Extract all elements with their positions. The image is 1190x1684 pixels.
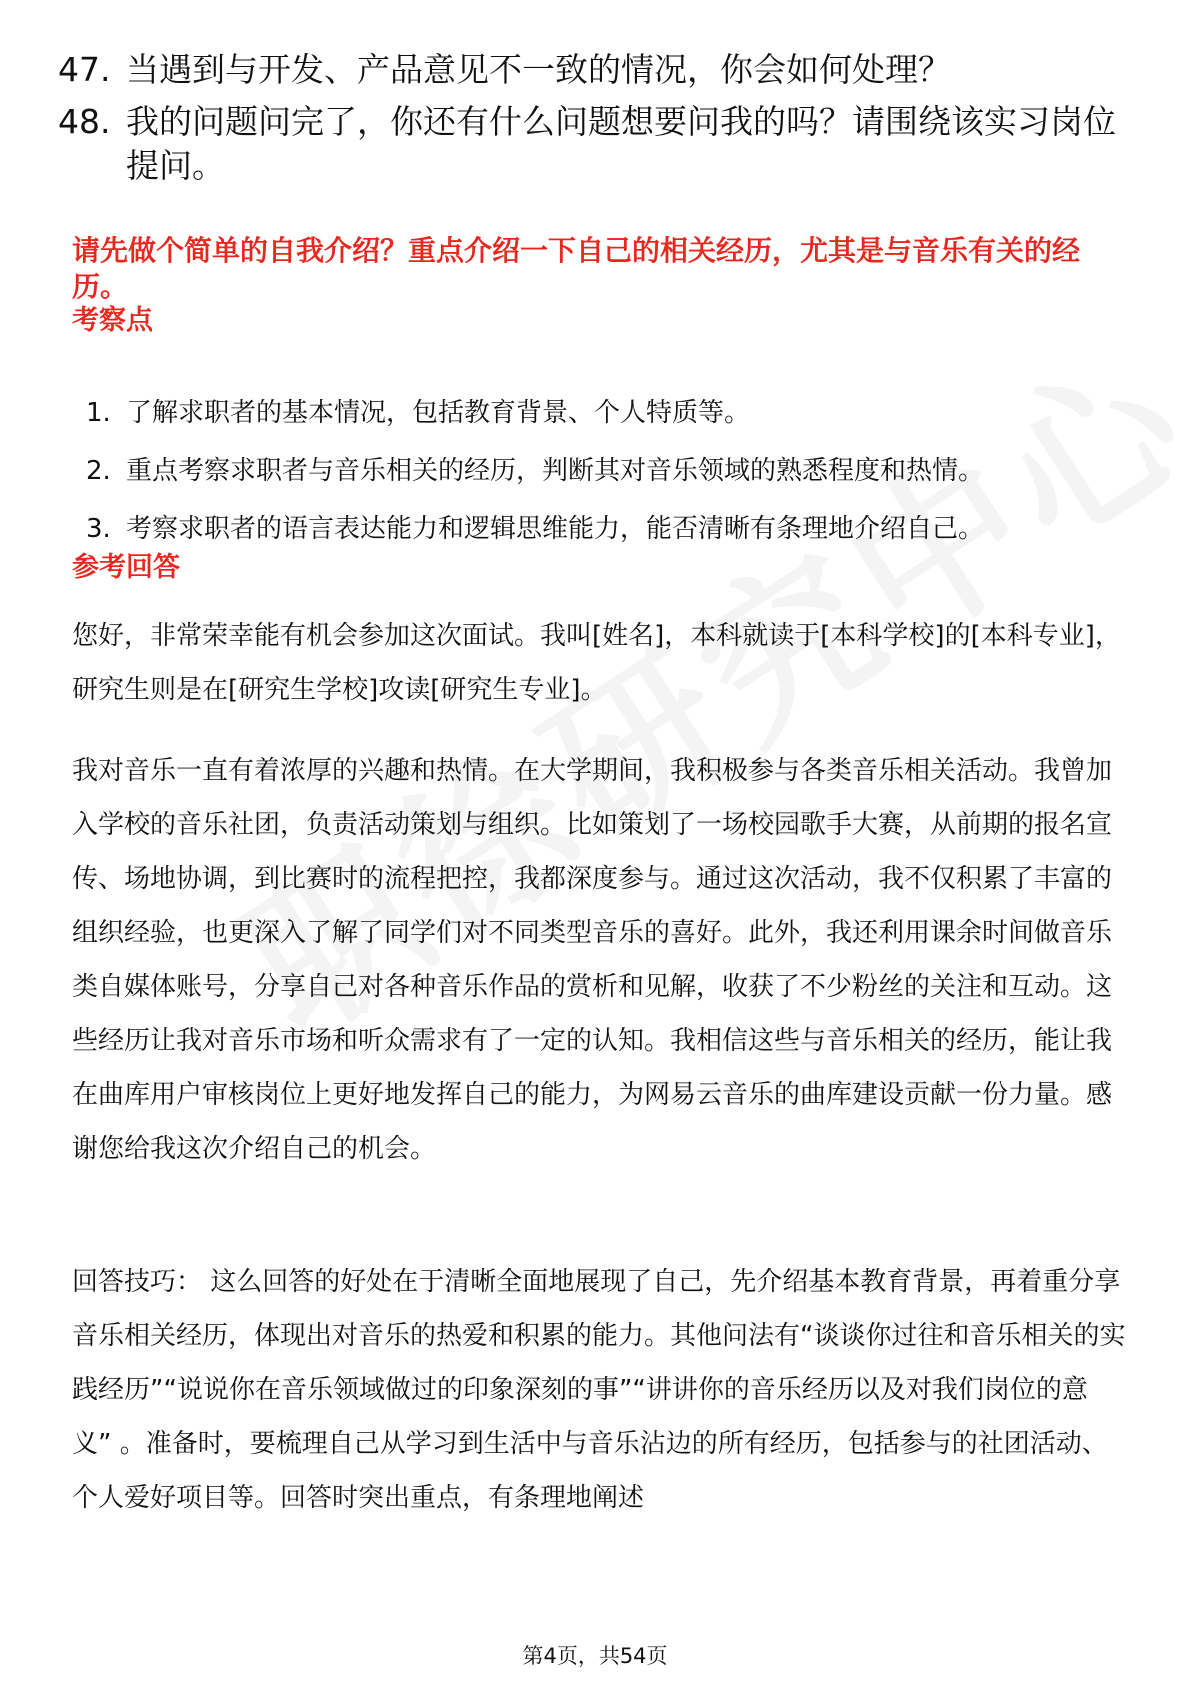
question-number: 47. (58, 50, 111, 89)
point-number: 3. (86, 514, 111, 544)
assessment-point (86, 511, 1126, 547)
point-text: 了解求职者的基本情况，包括教育背景、个人特质等。 (126, 398, 751, 428)
question-list (58, 48, 1118, 196)
assessment-label: 考察点 (72, 305, 153, 336)
answer-paragraph: 您好，非常荣幸能有机会参加这次面试。我叫[姓名]，本科就读于[本科学校]的[本科专业]，研究生则是在[研究生学校]攻读[研究生专业]。 (72, 621, 1121, 705)
question-text: 我的问题问完了，你还有什么问题想要问我的吗？请围绕该实习岗位提问。 (126, 102, 1116, 185)
page-footer: 第4页，共54页 (522, 1644, 668, 1668)
current-question-heading: 请先做个简单的自我介绍？重点介绍一下自己的相关经历，尤其是与音乐有关的经历。 (72, 234, 1081, 303)
answer-paragraph: 我对音乐一直有着浓厚的兴趣和热情。在大学期间，我积极参与各类音乐相关活动。我曾加入学校的音乐社团，负责活动策划与组织。比如策划了一场校园歌手大赛，从前期的报名宣传、场地协调，到比赛时的流程把控，我都深度参与。通过这次活动，我不仅积累了丰富的组织经验，也更深入了解了同学们对不同类型音乐的喜好。此外，我还利用课余时间做音乐类自媒体账号，分享自己对各种音乐作品的赏析和见解，收获了不少粉丝的关注和互动。这些经历让我对音乐市场和听众需求有了一定的认知。我相信这些与音乐相关的经历，能让我在曲库用户审核岗位上更好地发挥自己的能力，为网易云音乐的曲库建设贡献一份力量。感谢您给我这次介绍自己的机会。 (72, 756, 1113, 1164)
question-number: 48. (58, 102, 111, 141)
point-text: 重点考察求职者与音乐相关的经历，判断其对音乐领域的熟悉程度和热情。 (126, 456, 985, 486)
point-text: 考察求职者的语言表达能力和逻辑思维能力，能否清晰有条理地介绍自己。 (126, 514, 985, 544)
question-item (58, 48, 1118, 92)
question-text: 当遇到与开发、产品意见不一致的情况，你会如何处理？ (126, 50, 951, 89)
assessment-points (86, 395, 1126, 569)
point-number: 2. (86, 456, 111, 486)
assessment-point (86, 395, 1126, 431)
point-number: 1. (86, 398, 111, 428)
assessment-point (86, 453, 1126, 489)
answer-label: 参考回答 (72, 552, 180, 583)
question-item (58, 100, 1118, 188)
answer-tips-paragraph: 回答技巧： 这么回答的好处在于清晰全面地展现了自己，先介绍基本教育背景，再着重分享音乐相关经历，体现出对音乐的热爱和积累的能力。其他问法有“谈谈你过往和音乐相关的实践经历”“说说你在音乐领域做过的印象深刻的事”“讲讲你的音乐经历以及对我们岗位的意义” 。准备时，要梳理自己从学习到生活中与音乐沾边的所有经历，包括参与的社团活动、个人爱好项目等。回答时突出重点，有条理地阐述 (72, 1267, 1126, 1513)
